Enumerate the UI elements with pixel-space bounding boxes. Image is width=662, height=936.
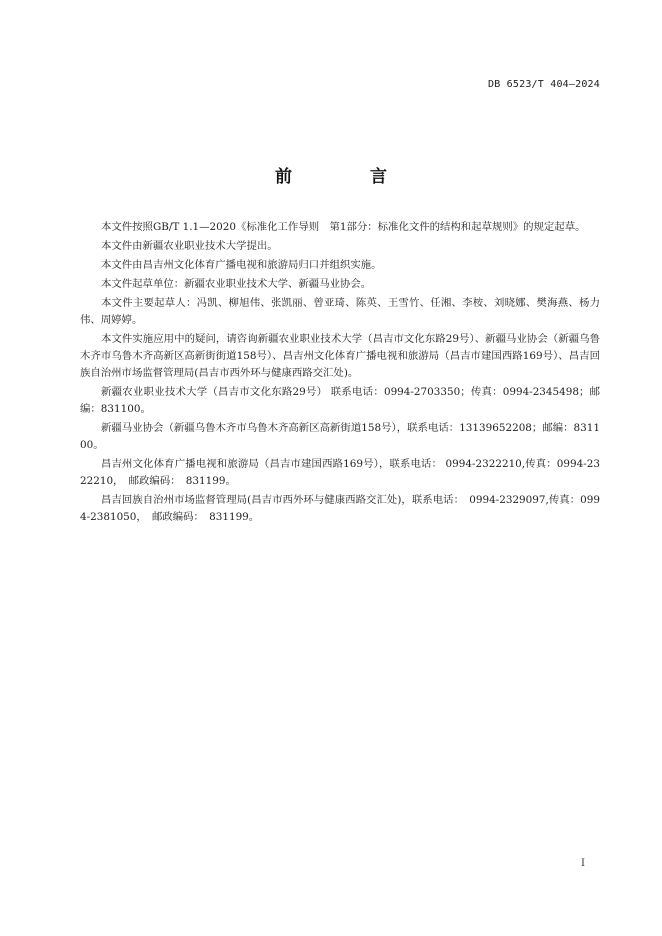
paragraph-contact-market-supervision: 昌吉回族自治州市场监督管理局(昌吉市西外环与健康西路交汇处)，联系电话： 0994-2329097,传真：0994-2381050， 邮政编码： 831199。	[80, 494, 600, 523]
paragraph-inquiries: 本文件实施应用中的疑问，请咨询新疆农业职业技术大学（昌吉市文化东路29号）、新疆马业协会（新疆乌鲁木齐市乌鲁木齐高新区高新街街道158号）、昌吉州文化体育广播电视和旅游局（昌吉市建国西路169号）、昌吉回族自治州市场监督管理局(昌吉市西外环与健康西路交汇处)。	[80, 333, 600, 379]
paragraph-drafting-rules: 本文件按照GB/T 1.1—2020《标准化工作导则 第1部分：标准化文件的结构和起草规则》的规定起草。	[101, 221, 586, 233]
paragraph-drafting-units: 本文件起草单位：新疆农业职业技术大学、新疆马业协会。	[101, 278, 372, 290]
paragraph-proposer: 本文件由新疆农业职业技术大学提出。	[101, 240, 278, 252]
paragraph-contact-horse-association: 新疆马业协会（新疆乌鲁木齐市乌鲁木齐高新区高新街道158号），联系电话：13139652208；邮编：831100。	[80, 422, 600, 451]
paragraph-contact-university: 新疆农业职业技术大学（昌吉市文化东路29号） 联系电话：0994-2703350；传真：0994-2345498；邮编：831100。	[80, 386, 600, 415]
paragraph-contact-culture-bureau: 昌吉州文化体育广播电视和旅游局（昌吉市建国西路169号），联系电话： 0994-2322210,传真：0994-2322210， 邮政编码： 831199。	[80, 458, 600, 487]
foreword-body	[80, 219, 600, 528]
document-code: DB 6523/T 404—2024	[488, 79, 600, 90]
page-title: 前 言	[275, 167, 423, 187]
paragraph-administrator: 本文件由昌吉州文化体育广播电视和旅游局归口并组织实施。	[101, 259, 382, 271]
page-number: I	[581, 858, 585, 869]
paragraph-drafters: 本文件主要起草人：冯凯、柳旭伟、张凯丽、曾亚琦、陈英、王雪竹、任湘、李桉、刘晓娜、樊海燕、杨力伟、周婷婷。	[80, 297, 600, 326]
